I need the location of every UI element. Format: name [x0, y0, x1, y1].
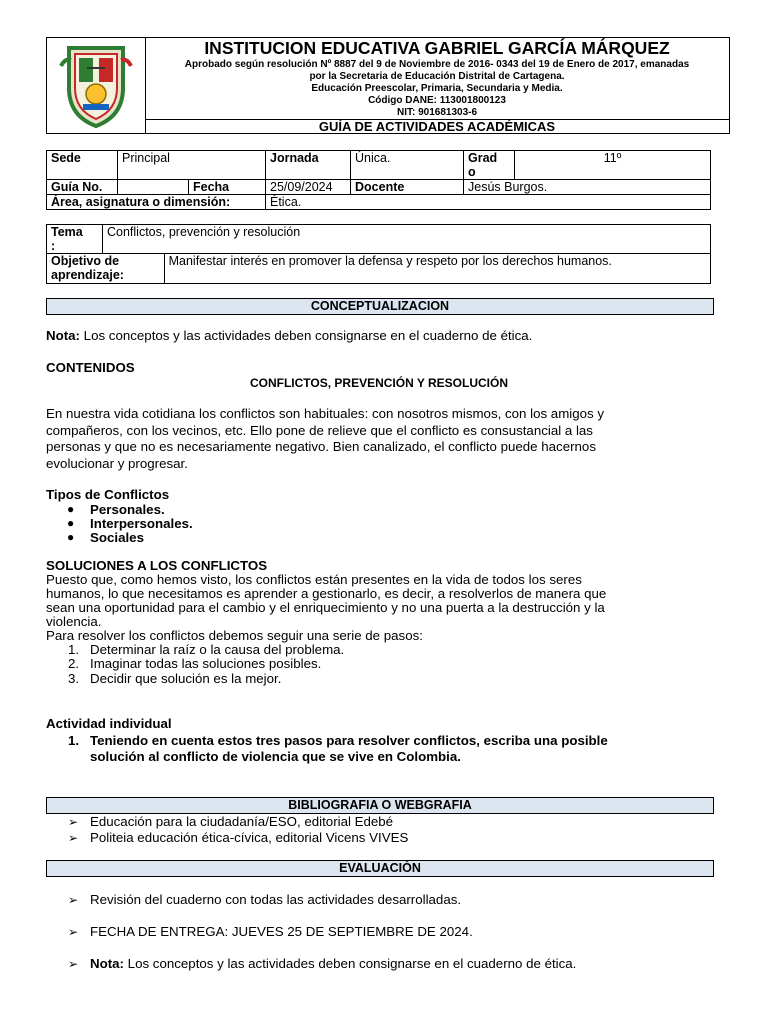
arrow-bullet-icon: ➢	[68, 815, 79, 829]
arrow-bullet-icon: ➢	[68, 925, 79, 939]
guia-label: Guía No.	[47, 180, 118, 195]
info-row-1	[47, 151, 711, 180]
actividad-item: Teniendo en cuenta estos tres pasos para resolver conflictos, escriba una posible solución al conflicto de violencia que se vive en Colombia.	[90, 733, 608, 764]
fecha-label: Fecha	[189, 180, 266, 195]
area-label: Área, asignatura o dimensión:	[47, 195, 266, 210]
paso-item: Decidir que solución es la mejor.	[90, 671, 282, 686]
nota-paragraph: Nota: Los conceptos y las actividades deben consignarse en el cuaderno de ética.	[46, 328, 533, 343]
guia-value	[118, 180, 189, 195]
institution-title: INSTITUCION EDUCATIVA GABRIEL GARCÍA MÁRQUEZ	[204, 38, 670, 58]
contenidos-heading: CONTENIDOS	[46, 360, 135, 375]
docente-label: Docente	[351, 180, 464, 195]
paso-item: Determinar la raíz o la causa del problema.	[90, 642, 345, 657]
soluciones-heading: SOLUCIONES A LOS CONFLICTOS	[46, 558, 268, 573]
paso-number: 2.	[68, 656, 80, 671]
info-table	[46, 150, 711, 210]
fecha-value: 25/09/2024	[266, 180, 351, 195]
header-education-line: Educación Preescolar, Primaria, Secundaria y Media.	[311, 83, 563, 94]
actividad-heading: Actividad individual	[46, 716, 172, 731]
actividad-number: 1.	[68, 733, 80, 748]
paso-item: Imaginar todas las soluciones posibles.	[90, 656, 322, 671]
tema-label: Tema :	[47, 225, 103, 254]
evaluacion-band: EVALUACIÓN	[46, 860, 714, 877]
jornada-value: Única.	[351, 151, 464, 180]
area-value: Ética.	[266, 195, 711, 210]
sede-value: Principal	[118, 151, 266, 180]
bibliografia-item: Educación para la ciudadanía/ESO, editorial Edebé	[90, 814, 394, 829]
arrow-bullet-icon: ➢	[68, 957, 79, 971]
bibliografia-item: Politeia educación ética-cívica, editorial Vicens VIVES	[90, 830, 409, 845]
logo-cell	[47, 38, 146, 133]
bibliografia-band: BIBLIOGRAFIA O WEBGRAFIA	[46, 797, 714, 814]
tipos-heading: Tipos de Conflictos	[46, 487, 170, 502]
info-row-2	[47, 180, 711, 195]
sede-label: Sede	[47, 151, 118, 180]
soluciones-paragraph: Puesto que, como hemos visto, los conflictos están presentes en la vida de todos los seres humanos, lo que necesitamos es aprender a gestionarlo, es decir, a resolverlos de manera que sean una oportunidad para el cambio y el enriquecimiento y no una puerta a la destrucción y la violencia. Para resolver los conflictos debemos seguir una serie de pasos:	[46, 572, 607, 643]
grado-value: 11º	[515, 151, 711, 180]
conceptualizacion-band: CONCEPTUALIZACION	[46, 298, 714, 315]
jornada-label: Jornada	[266, 151, 351, 180]
paso-number: 3.	[68, 671, 80, 686]
header-secretaria-line: por la Secretaria de Educación Distrital de Cartagena.	[309, 71, 565, 82]
tipo-item: Sociales	[90, 530, 144, 545]
docente-value: Jesús Burgos.	[464, 180, 711, 195]
bullet-icon: ●	[67, 530, 75, 544]
header-resolution-line: Aprobado según resolución Nº 8887 del 9 de Noviembre de 2016- 0343 del 19 de Enero de 2017, emanadas	[184, 59, 690, 70]
tema-value: Conflictos, prevención y resolución	[103, 225, 711, 254]
intro-paragraph: En nuestra vida cotidiana los conflictos son habituales: con nosotros mismos, con los amigos y compañeros, con los vecinos, etc. Ello pone de relieve que el conflicto es consustancial a las personas y que no es necesariamente negativo. Bien canalizado, el conflicto puede hacernos evolucionar y progresar.	[46, 406, 605, 471]
tipo-item: Interpersonales.	[90, 516, 193, 531]
arrow-bullet-icon: ➢	[68, 831, 79, 845]
evaluacion-item: FECHA DE ENTREGA: JUEVES 25 DE SEPTIEMBRE DE 2024.	[90, 924, 473, 939]
topic-table	[46, 224, 711, 284]
objetivo-label: Objetivo de aprendizaje:	[47, 254, 165, 284]
guide-title: GUÍA DE ACTIVIDADES ACADÉMICAS	[318, 119, 556, 134]
header-box	[46, 37, 730, 134]
objetivo-value: Manifestar interés en promover la defensa y respeto por los derechos humanos.	[164, 254, 710, 284]
objetivo-row	[47, 254, 711, 284]
evaluacion-item: Revisión del cuaderno con todas las actividades desarrolladas.	[90, 892, 462, 907]
tipo-item: Personales.	[90, 502, 165, 517]
bullet-icon: ●	[67, 502, 75, 516]
grado-label: Grad o	[464, 151, 515, 180]
paso-number: 1.	[68, 642, 80, 657]
contenidos-subtitle: CONFLICTOS, PREVENCIÓN Y RESOLUCIÓN	[249, 376, 509, 390]
tema-row	[47, 225, 711, 254]
school-shield-icon	[47, 38, 145, 133]
header-dane-line: Código DANE: 113001800123	[368, 95, 506, 106]
bullet-icon: ●	[67, 516, 75, 530]
evaluacion-item: Nota: Los conceptos y las actividades deben consignarse en el cuaderno de ética.	[90, 956, 577, 971]
info-row-3	[47, 195, 711, 210]
arrow-bullet-icon: ➢	[68, 893, 79, 907]
header-nit-line: NIT: 901681303-6	[396, 107, 478, 118]
